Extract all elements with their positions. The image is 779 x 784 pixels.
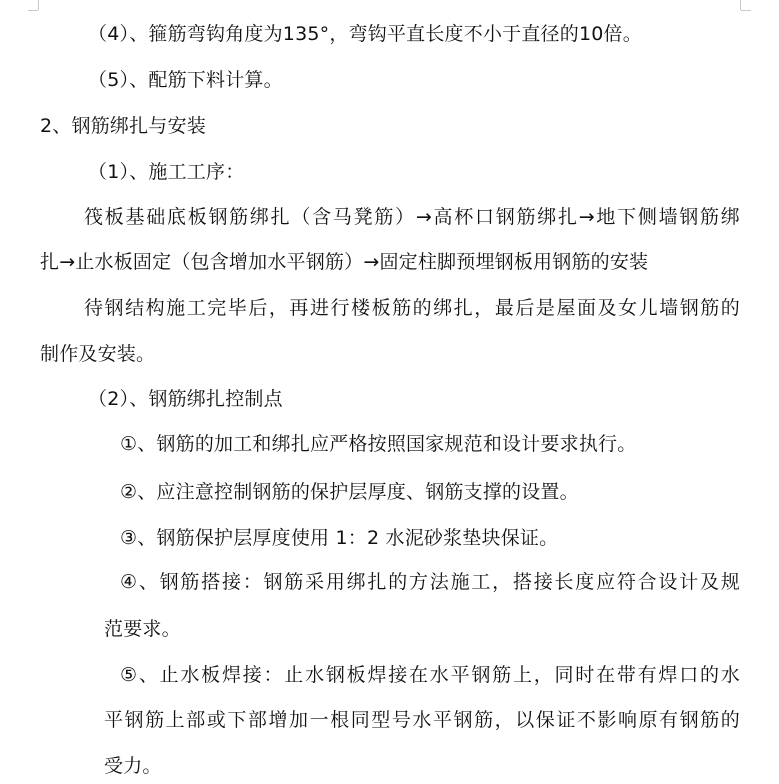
- control-point-3: ③、钢筋保护层厚度使用 1：2 水泥砂浆垫块保证。: [120, 527, 559, 549]
- crop-mark-top-left-horizontal: [28, 10, 38, 11]
- paragraph-floor-slab-line-1: 待钢结构施工完毕后，再进行楼板筋的绑扎，最后是屋面及女儿墙钢筋的: [84, 297, 740, 319]
- subheading-control-points: （2）、钢筋绑扎控制点: [88, 388, 283, 410]
- control-point-2: ②、应注意控制钢筋的保护层厚度、钢筋支撑的设置。: [120, 481, 579, 503]
- subheading-construction-procedure: （1）、施工工序：: [88, 161, 245, 183]
- control-point-5-line-2: 平钢筋上部或下部增加一根同型号水平钢筋，以保证不影响原有钢筋的: [104, 709, 740, 731]
- control-point-1: ①、钢筋的加工和绑扎应严格按照国家规范和设计要求执行。: [120, 433, 637, 455]
- list-item-rebar-cutting: （5）、配筋下料计算。: [88, 69, 283, 91]
- section-heading-rebar-binding: 2、钢筋绑扎与安装: [40, 115, 206, 137]
- control-point-5-line-1: ⑤、止水板焊接：止水钢板焊接在水平钢筋上，同时在带有焊口的水: [120, 664, 740, 686]
- control-point-5-line-3: 受力。: [104, 755, 162, 777]
- paragraph-floor-slab-line-2: 制作及安装。: [40, 343, 156, 365]
- paragraph-procedure-line-1: 筏板基础底板钢筋绑扎（含马凳筋）→高杯口钢筋绑扎→地下侧墙钢筋绑: [84, 206, 740, 228]
- crop-mark-top-left: [38, 0, 39, 10]
- list-item-stirrup-hook: （4）、箍筋弯钩角度为135°，弯钩平直长度不小于直径的10倍。: [88, 23, 642, 45]
- paragraph-procedure-line-2: 扎→止水板固定（包含增加水平钢筋）→固定柱脚预埋钢板用钢筋的安装: [40, 251, 649, 273]
- crop-mark-top-right: [740, 0, 741, 10]
- control-point-4-line-2: 范要求。: [104, 618, 181, 640]
- control-point-4-line-1: ④、钢筋搭接：钢筋采用绑扎的方法施工，搭接长度应符合设计及规: [120, 571, 740, 593]
- crop-mark-top-right-horizontal: [741, 10, 751, 11]
